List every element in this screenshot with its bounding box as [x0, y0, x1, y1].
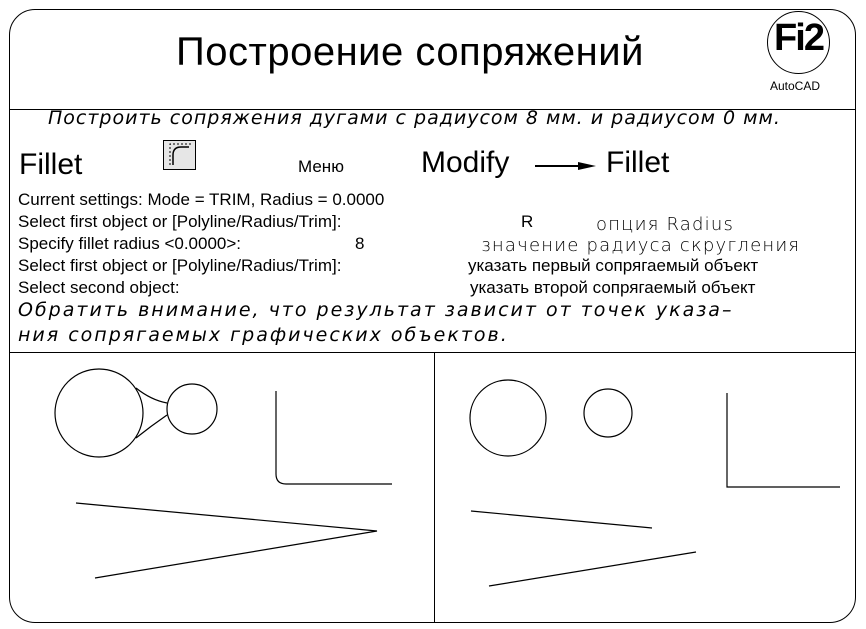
prompt-input: 8 [355, 234, 365, 253]
menu-label: Меню [298, 157, 344, 176]
filleted-corner [276, 391, 392, 484]
remark-line: Обратить внимание, что результат зависит от точек указа– [18, 299, 734, 321]
menu-modify: Modify [421, 146, 510, 179]
prompt-line: Current settings: Mode = TRIM, Radius = 0.0000 [18, 190, 385, 209]
page-title: Построение сопряжений [176, 30, 644, 74]
joined-lines [76, 503, 377, 578]
prompt-line: Select first object or [Polyline/Radius/Trim]: [18, 256, 342, 275]
source-circles [470, 380, 632, 456]
source-corner [727, 393, 840, 487]
command-name: Fillet [19, 148, 83, 181]
prompt-note: опция Radius [596, 214, 735, 235]
prompt-line: Specify fillet radius <0.0000>: [18, 234, 242, 253]
logo-mark: Fi2 [774, 17, 823, 59]
logo-caption: AutoCAD [770, 79, 821, 93]
source-line [489, 552, 696, 586]
task-text: Построить сопряжения дугами с радиусом 8 мм. и радиусом 0 мм. [48, 107, 781, 129]
source-line [471, 511, 652, 528]
remark-line: ния сопрягаемых графических объектов. [18, 324, 509, 346]
prompt-note: указать второй сопрягаемый объект [470, 278, 756, 297]
filleted-circles [55, 369, 217, 457]
prompt-note: указать первый сопрягаемый объект [468, 256, 759, 275]
prompt-note: значение радиуса скругления [481, 235, 801, 256]
prompt-line: Select second object: [18, 278, 180, 297]
menu-fillet: Fillet [606, 146, 670, 179]
prompt-line: Select first object or [Polyline/Radius/Trim]: [18, 212, 342, 231]
prompt-input: R [521, 212, 534, 231]
